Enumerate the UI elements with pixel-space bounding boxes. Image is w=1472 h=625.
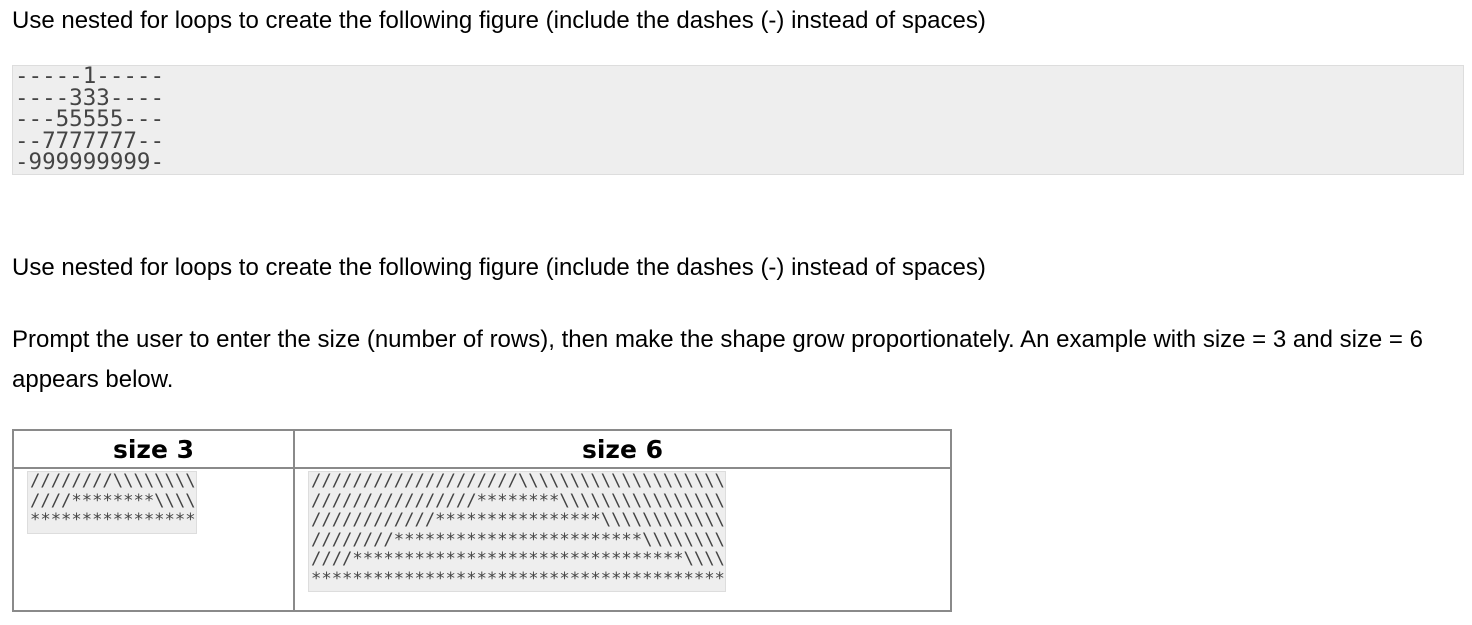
size-6-figure: ////////////////////\\\\\\\\\\\\\\\\\\\\ ////////////////********\\\\\\\\\\\\\\\\ ////////////****************\\\\\\\\\\\\ ////////************************\\\\\\\\ ////********************************\\\\ ****************************************: [308, 471, 726, 592]
instruction-paragraph-2: Use nested for loops to create the following figure (include the dashes (-) instead of spaces): [12, 254, 986, 281]
number-pyramid-figure: -----1----- ----333---- ---55555--- --7777777-- -999999999-: [12, 65, 1464, 175]
table-header-row: [13, 430, 951, 468]
size-3-header: size 3: [13, 430, 294, 468]
size-6-header: size 6: [294, 430, 951, 468]
instruction-paragraph-3: Prompt the user to enter the size (number of rows), then make the shape grow proportionately. An example with size = 3 and size = 6 appears below.: [12, 326, 1423, 393]
size-3-cell: [13, 468, 294, 611]
instruction-paragraph-1: Use nested for loops to create the following figure (include the dashes (-) instead of spaces): [12, 7, 986, 34]
size-examples-table: [12, 429, 952, 612]
size-3-figure: ////////\\\\\\\\ ////********\\\\ ****************: [27, 471, 197, 534]
table-row: [13, 468, 951, 611]
size-6-cell: [294, 468, 951, 611]
